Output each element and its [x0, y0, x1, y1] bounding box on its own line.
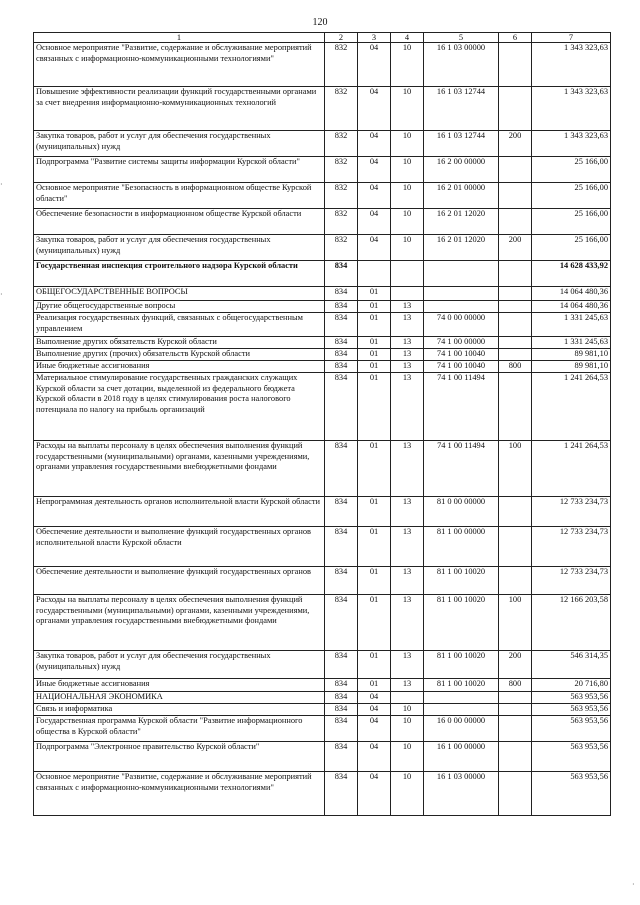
row-expense-type	[499, 261, 532, 287]
row-target-article: 74 1 00 10040	[424, 361, 499, 373]
table-row	[34, 679, 611, 692]
row-amount: 20 716,80	[532, 679, 611, 692]
row-name: Основное мероприятие "Развитие, содержание и обслуживание мероприятий связанных с информационно-коммуникационными технологиями"	[34, 772, 325, 816]
table-row	[34, 183, 611, 209]
row-ministry-code: 834	[325, 772, 358, 816]
row-section-code: 01	[358, 567, 391, 595]
row-expense-type	[499, 209, 532, 235]
row-name: Иные бюджетные ассигнования	[34, 361, 325, 373]
row-amount: 12 733 234,73	[532, 497, 611, 527]
row-ministry-code: 834	[325, 567, 358, 595]
row-ministry-code: 832	[325, 43, 358, 87]
table-row	[34, 692, 611, 704]
row-section-code: 01	[358, 301, 391, 313]
row-name: Основное мероприятие "Безопасность в информационном обществе Курской области"	[34, 183, 325, 209]
table-row	[34, 313, 611, 337]
row-subsection-code: 13	[391, 361, 424, 373]
scan-mark: ·	[0, 290, 3, 299]
row-amount: 563 953,56	[532, 692, 611, 704]
row-subsection-code: 13	[391, 441, 424, 497]
row-ministry-code: 834	[325, 716, 358, 742]
row-amount: 563 953,56	[532, 742, 611, 772]
column-number: 3	[358, 33, 391, 43]
row-subsection-code: 10	[391, 742, 424, 772]
row-amount: 1 241 264,53	[532, 441, 611, 497]
row-target-article: 81 0 00 00000	[424, 497, 499, 527]
table-row	[34, 209, 611, 235]
row-subsection-code: 13	[391, 337, 424, 349]
table-row	[34, 527, 611, 567]
row-subsection-code: 10	[391, 235, 424, 261]
row-subsection-code: 13	[391, 527, 424, 567]
table-row	[34, 87, 611, 131]
table-row	[34, 567, 611, 595]
row-amount: 1 343 323,63	[532, 43, 611, 87]
row-name: Государственная программа Курской области "Развитие информационного общества в Курской области"	[34, 716, 325, 742]
scan-mark: ·	[0, 180, 3, 189]
row-section-code: 04	[358, 131, 391, 157]
row-target-article: 74 1 00 11494	[424, 373, 499, 441]
table-row	[34, 349, 611, 361]
row-amount: 563 953,56	[532, 716, 611, 742]
row-amount: 563 953,56	[532, 772, 611, 816]
table-row	[34, 441, 611, 497]
table-row	[34, 287, 611, 301]
row-expense-type	[499, 183, 532, 209]
row-expense-type	[499, 527, 532, 567]
row-ministry-code: 834	[325, 313, 358, 337]
column-number: 2	[325, 33, 358, 43]
row-name: Реализация государственных функций, связанных с общегосударственным управлением	[34, 313, 325, 337]
row-ministry-code: 834	[325, 349, 358, 361]
row-section-code: 01	[358, 361, 391, 373]
row-expense-type	[499, 716, 532, 742]
row-expense-type	[499, 704, 532, 716]
row-amount: 12 733 234,73	[532, 527, 611, 567]
row-ministry-code: 832	[325, 157, 358, 183]
budget-table	[33, 32, 611, 816]
page-number: 120	[312, 17, 328, 28]
row-expense-type: 200	[499, 235, 532, 261]
row-ministry-code: 834	[325, 692, 358, 704]
row-name: НАЦИОНАЛЬНАЯ ЭКОНОМИКА	[34, 692, 325, 704]
row-ministry-code: 834	[325, 287, 358, 301]
row-name: Выполнение других обязательств Курской области	[34, 337, 325, 349]
row-subsection-code: 10	[391, 183, 424, 209]
row-name: Закупка товаров, работ и услуг для обеспечения государственных (муниципальных) нужд	[34, 651, 325, 679]
row-target-article: 16 1 03 00000	[424, 772, 499, 816]
row-amount: 546 314,35	[532, 651, 611, 679]
row-ministry-code: 834	[325, 704, 358, 716]
column-number: 6	[499, 33, 532, 43]
row-subsection-code: 10	[391, 43, 424, 87]
row-expense-type: 100	[499, 595, 532, 651]
table-row	[34, 595, 611, 651]
row-section-code: 01	[358, 497, 391, 527]
row-section-code: 04	[358, 157, 391, 183]
row-subsection-code: 10	[391, 87, 424, 131]
row-name: Закупка товаров, работ и услуг для обеспечения государственных (муниципальных) нужд	[34, 235, 325, 261]
row-section-code: 04	[358, 235, 391, 261]
row-amount: 25 166,00	[532, 157, 611, 183]
row-target-article	[424, 692, 499, 704]
column-number-row	[34, 33, 611, 43]
row-section-code: 01	[358, 373, 391, 441]
row-expense-type	[499, 567, 532, 595]
row-ministry-code: 834	[325, 361, 358, 373]
row-target-article: 16 2 01 12020	[424, 235, 499, 261]
row-ministry-code: 834	[325, 595, 358, 651]
row-name: Государственная инспекция строительного надзора Курской области	[34, 261, 325, 287]
table-row	[34, 651, 611, 679]
row-expense-type	[499, 337, 532, 349]
row-ministry-code: 834	[325, 373, 358, 441]
row-expense-type	[499, 692, 532, 704]
row-section-code: 01	[358, 441, 391, 497]
table-row	[34, 716, 611, 742]
row-subsection-code: 13	[391, 595, 424, 651]
row-section-code: 01	[358, 337, 391, 349]
row-target-article: 16 1 03 12744	[424, 131, 499, 157]
row-expense-type: 200	[499, 651, 532, 679]
row-amount: 14 064 480,36	[532, 301, 611, 313]
row-expense-type: 800	[499, 361, 532, 373]
row-section-code: 04	[358, 704, 391, 716]
row-ministry-code: 832	[325, 209, 358, 235]
row-expense-type	[499, 349, 532, 361]
row-target-article: 74 1 00 10040	[424, 349, 499, 361]
row-expense-type	[499, 87, 532, 131]
row-target-article: 16 0 00 00000	[424, 716, 499, 742]
row-section-code: 04	[358, 43, 391, 87]
scan-mark: ·	[632, 880, 635, 889]
row-ministry-code: 834	[325, 742, 358, 772]
row-section-code: 04	[358, 87, 391, 131]
row-amount: 89 981,10	[532, 361, 611, 373]
table-row	[34, 157, 611, 183]
row-amount: 14 064 480,36	[532, 287, 611, 301]
row-name: Расходы на выплаты персоналу в целях обеспечения выполнения функций государственными (муниципальными) органами, казенными учреждениями, органами управления государственными внебюджетными фондами	[34, 595, 325, 651]
row-section-code: 04	[358, 716, 391, 742]
row-expense-type	[499, 287, 532, 301]
row-subsection-code	[391, 261, 424, 287]
row-name: Материальное стимулирование государственных гражданских служащих Курской области за счет дотации, выделенной из федерального бюджета Курской области в 2018 году в целях стимулирования роста налогового потенциала по налогу на прибыль организаций	[34, 373, 325, 441]
row-section-code: 01	[358, 679, 391, 692]
column-number: 1	[34, 33, 325, 43]
row-target-article: 16 2 01 00000	[424, 183, 499, 209]
row-amount: 1 331 245,63	[532, 313, 611, 337]
row-name: Обеспечение деятельности и выполнение функций государственных органов	[34, 567, 325, 595]
row-ministry-code: 832	[325, 131, 358, 157]
table-row	[34, 742, 611, 772]
row-expense-type	[499, 301, 532, 313]
row-name: Обеспечение безопасности в информационном обществе Курской области	[34, 209, 325, 235]
row-section-code: 04	[358, 209, 391, 235]
row-target-article	[424, 287, 499, 301]
table-row	[34, 361, 611, 373]
table-row	[34, 373, 611, 441]
row-name: Непрограммная деятельность органов исполнительной власти Курской области	[34, 497, 325, 527]
row-expense-type	[499, 497, 532, 527]
row-target-article	[424, 261, 499, 287]
row-name: Подпрограмма "Электронное правительство Курской области"	[34, 742, 325, 772]
row-name: Расходы на выплаты персоналу в целях обеспечения выполнения функций государственными (муниципальными) органами, казенными учреждениями, органами управления государственными внебюджетными фондами	[34, 441, 325, 497]
row-target-article: 81 1 00 00000	[424, 527, 499, 567]
row-ministry-code: 834	[325, 301, 358, 313]
row-amount: 14 628 433,92	[532, 261, 611, 287]
row-name: Другие общегосударственные вопросы	[34, 301, 325, 313]
table-row	[34, 301, 611, 313]
row-amount: 25 166,00	[532, 235, 611, 261]
row-expense-type	[499, 772, 532, 816]
row-amount: 1 241 264,53	[532, 373, 611, 441]
row-expense-type	[499, 742, 532, 772]
row-target-article	[424, 704, 499, 716]
row-amount: 1 343 323,63	[532, 131, 611, 157]
row-section-code: 01	[358, 313, 391, 337]
row-target-article: 81 1 00 10020	[424, 595, 499, 651]
row-name: Иные бюджетные ассигнования	[34, 679, 325, 692]
row-subsection-code: 13	[391, 349, 424, 361]
row-expense-type: 800	[499, 679, 532, 692]
row-ministry-code: 834	[325, 337, 358, 349]
row-name: ОБЩЕГОСУДАРСТВЕННЫЕ ВОПРОСЫ	[34, 287, 325, 301]
row-ministry-code: 834	[325, 651, 358, 679]
row-subsection-code: 13	[391, 301, 424, 313]
row-ministry-code: 832	[325, 87, 358, 131]
row-ministry-code: 834	[325, 527, 358, 567]
row-expense-type	[499, 313, 532, 337]
row-name: Подпрограмма "Развитие системы защиты информации Курской области"	[34, 157, 325, 183]
row-subsection-code: 13	[391, 497, 424, 527]
row-section-code: 04	[358, 772, 391, 816]
row-amount: 25 166,00	[532, 209, 611, 235]
row-name: Закупка товаров, работ и услуг для обеспечения государственных (муниципальных) нужд	[34, 131, 325, 157]
row-amount: 12 733 234,73	[532, 567, 611, 595]
row-target-article: 16 1 03 12744	[424, 87, 499, 131]
table-row	[34, 261, 611, 287]
row-amount: 1 331 245,63	[532, 337, 611, 349]
row-expense-type	[499, 157, 532, 183]
row-target-article: 74 1 00 11494	[424, 441, 499, 497]
row-target-article: 81 1 00 10020	[424, 679, 499, 692]
row-name: Выполнение других (прочих) обязательств Курской области	[34, 349, 325, 361]
row-subsection-code	[391, 692, 424, 704]
row-subsection-code: 13	[391, 567, 424, 595]
row-target-article: 16 2 00 00000	[424, 157, 499, 183]
table-row	[34, 235, 611, 261]
row-subsection-code: 10	[391, 716, 424, 742]
table-row	[34, 497, 611, 527]
row-name: Основное мероприятие "Развитие, содержание и обслуживание мероприятий связанных с информационно-коммуникационными технологиями"	[34, 43, 325, 87]
row-target-article: 74 1 00 00000	[424, 337, 499, 349]
row-section-code: 01	[358, 595, 391, 651]
row-ministry-code: 834	[325, 441, 358, 497]
row-section-code: 01	[358, 527, 391, 567]
row-subsection-code: 13	[391, 679, 424, 692]
row-subsection-code: 13	[391, 313, 424, 337]
row-expense-type: 100	[499, 441, 532, 497]
table-row	[34, 43, 611, 87]
row-subsection-code: 13	[391, 373, 424, 441]
table-row	[34, 131, 611, 157]
row-target-article: 16 2 01 12020	[424, 209, 499, 235]
row-subsection-code: 10	[391, 704, 424, 716]
row-subsection-code: 10	[391, 772, 424, 816]
row-target-article: 16 1 03 00000	[424, 43, 499, 87]
row-target-article: 81 1 00 10020	[424, 651, 499, 679]
row-section-code	[358, 261, 391, 287]
row-section-code: 04	[358, 742, 391, 772]
row-target-article: 74 0 00 00000	[424, 313, 499, 337]
row-expense-type	[499, 373, 532, 441]
column-number: 4	[391, 33, 424, 43]
row-section-code: 01	[358, 349, 391, 361]
row-name: Повышение эффективности реализации функций государственными органами за счет внедрения информационно-коммуникационных технологий	[34, 87, 325, 131]
row-amount: 89 981,10	[532, 349, 611, 361]
row-name: Обеспечение деятельности и выполнение функций государственных органов исполнительной власти Курской области	[34, 527, 325, 567]
row-subsection-code: 13	[391, 651, 424, 679]
column-number: 5	[424, 33, 499, 43]
column-number: 7	[532, 33, 611, 43]
row-subsection-code: 10	[391, 157, 424, 183]
table-row	[34, 337, 611, 349]
row-amount: 12 166 203,58	[532, 595, 611, 651]
table-row	[34, 772, 611, 816]
row-target-article	[424, 301, 499, 313]
row-subsection-code	[391, 287, 424, 301]
row-expense-type: 200	[499, 131, 532, 157]
row-section-code: 04	[358, 183, 391, 209]
row-target-article: 81 1 00 10020	[424, 567, 499, 595]
row-subsection-code: 10	[391, 131, 424, 157]
row-name: Связь и информатика	[34, 704, 325, 716]
row-section-code: 01	[358, 287, 391, 301]
row-ministry-code: 832	[325, 183, 358, 209]
row-amount: 25 166,00	[532, 183, 611, 209]
row-amount: 1 343 323,63	[532, 87, 611, 131]
row-subsection-code: 10	[391, 209, 424, 235]
row-ministry-code: 834	[325, 261, 358, 287]
row-section-code: 04	[358, 692, 391, 704]
row-ministry-code: 834	[325, 679, 358, 692]
row-ministry-code: 834	[325, 497, 358, 527]
row-ministry-code: 832	[325, 235, 358, 261]
row-section-code: 01	[358, 651, 391, 679]
row-expense-type	[499, 43, 532, 87]
row-amount: 563 953,56	[532, 704, 611, 716]
table-row	[34, 704, 611, 716]
row-target-article: 16 1 00 00000	[424, 742, 499, 772]
